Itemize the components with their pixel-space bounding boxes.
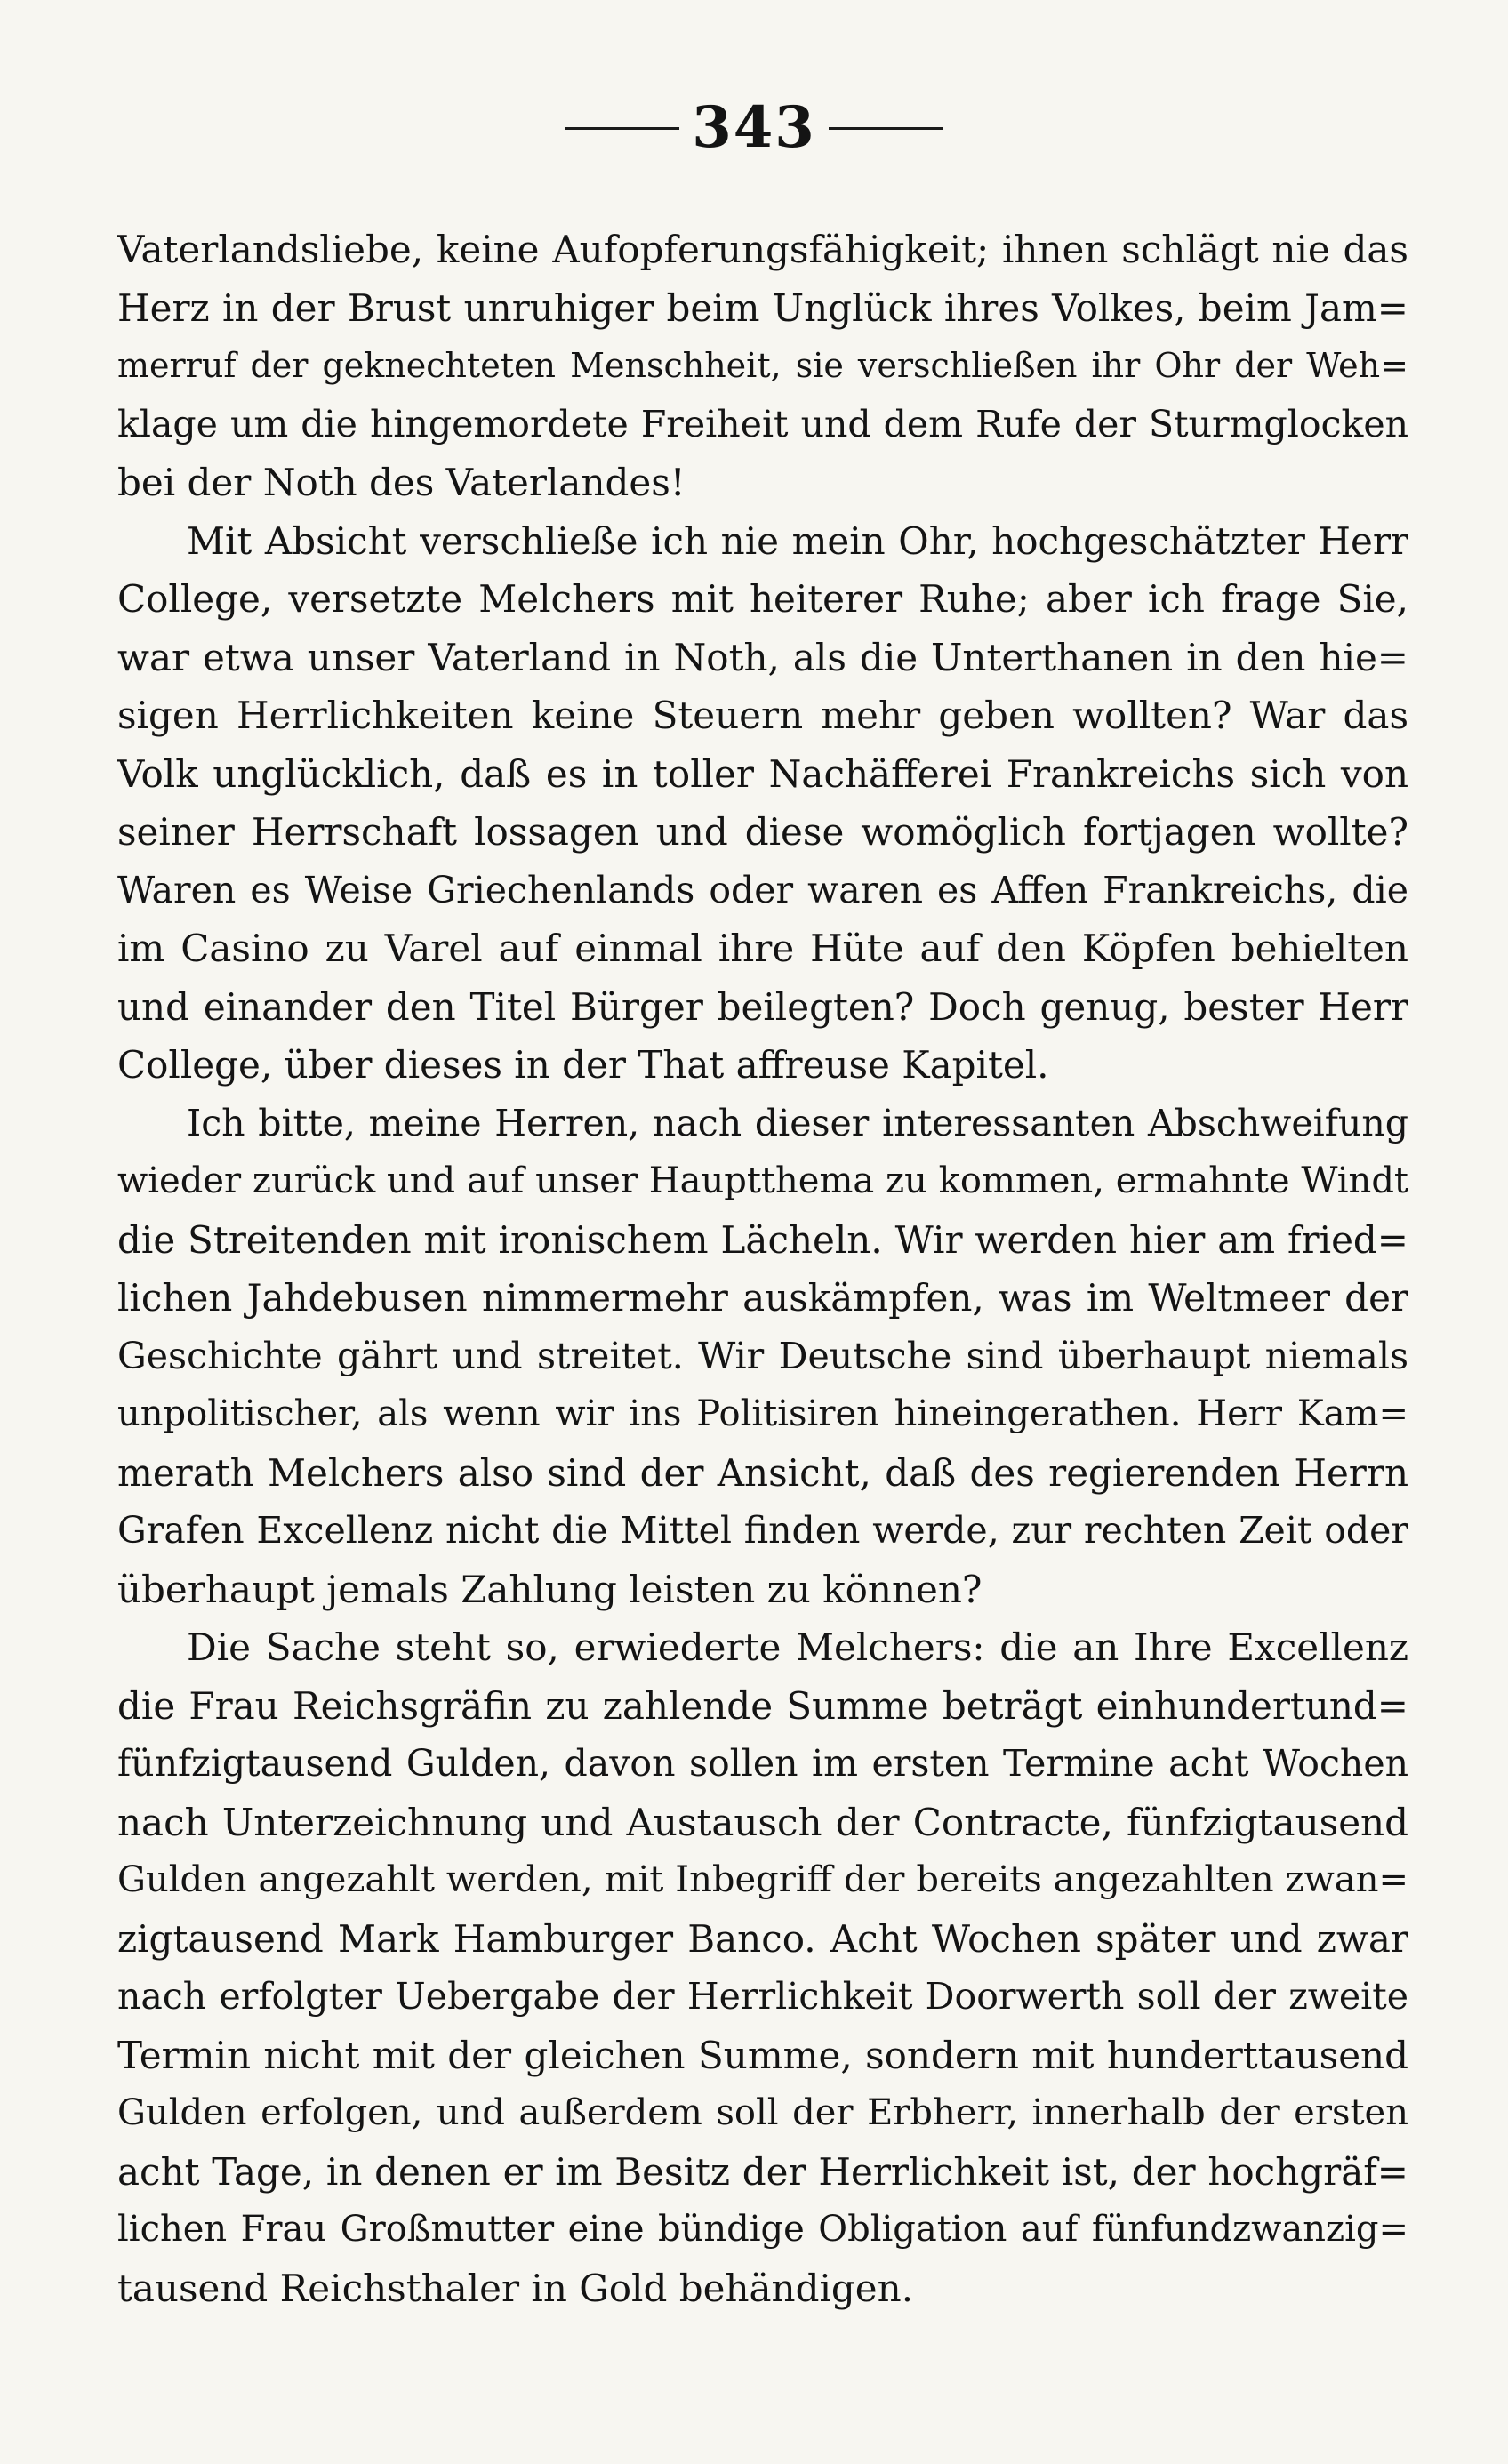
text-line: Grafen Excellenz nicht die Mittel finden werde, zur rechten Zeit oder xyxy=(117,1509,1408,1552)
text-line: Termin nicht mit der gleichen Summe, sondern mit hunderttausend xyxy=(117,2033,1408,2077)
text-line: und einander den Titel Bürger beilegten? Doch genug, bester Herr xyxy=(117,984,1408,1029)
text-line: unpolitischer, als wenn wir ins Politisiren hineingerathen. Herr Kam= xyxy=(117,1393,1408,1434)
right-rule xyxy=(829,127,942,130)
text-line: bei der Noth des Vaterlandes! xyxy=(117,461,686,504)
text-line: die Frau Reichsgräfin zu zahlende Summe beträgt einhundertund= xyxy=(117,1683,1408,1728)
text-line: Mit Absicht verschließe ich nie mein Ohr, hochgeschätzter Herr xyxy=(187,518,1408,563)
text-line: war etwa unser Vaterland in Noth, als die Unterthanen in den hie= xyxy=(117,635,1408,679)
text-line: fünfzigtausend Gulden, davon sollen im ersten Termine acht Wochen xyxy=(117,1742,1408,1785)
text-line: merruf der geknechteten Menschheit, sie verschließen ihr Ohr der Weh= xyxy=(117,346,1408,385)
text-line: tausend Reichsthaler in Gold behändigen. xyxy=(117,2266,914,2310)
text-line: Gulden erfolgen, und außerdem soll der Erbherr, innerhalb der ersten xyxy=(117,2092,1408,2133)
text-line: lichen Jahdebusen nimmermehr auskämpfen, was im Weltmeer der xyxy=(117,1276,1408,1320)
text-line: Ich bitte, meine Herren, nach dieser interessanten Abschweifung xyxy=(187,1101,1408,1144)
text-line: Waren es Weise Griechenlands oder waren es Affen Frankreichs, die xyxy=(117,868,1408,911)
text-line: nach erfolgter Uebergabe der Herrlichkeit Doorwerth soll der zweite xyxy=(117,1975,1408,2018)
text-line: klage um die hingemordete Freiheit und dem Rufe der Sturmglocken xyxy=(117,402,1408,445)
text-line: nach Unterzeichnung und Austausch der Contracte, fünfzigtausend xyxy=(117,1800,1408,1844)
text-line: Volk unglücklich, daß es in toller Nachäfferei Frankreichs sich von xyxy=(117,751,1408,796)
text-line: Die Sache steht so, erwiederte Melchers: die an Ihre Excellenz xyxy=(187,1625,1408,1669)
page-number: 343 xyxy=(692,94,816,161)
text-line: lichen Frau Großmutter eine bündige Obligation auf fünfundzwanzig= xyxy=(117,2209,1408,2250)
text-line: sigen Herrlichkeiten keine Steuern mehr geben wollten? War das xyxy=(117,694,1408,737)
page-header xyxy=(0,94,1508,161)
body-text xyxy=(117,221,1408,2317)
text-line: College, über dieses in der That affreuse Kapitel. xyxy=(117,1043,1049,1087)
text-line: Vaterlandsliebe, keine Aufopferungsfähigkeit; ihnen schlägt nie das xyxy=(117,228,1408,271)
text-line: die Streitenden mit ironischem Lächeln. Wir werden hier am fried= xyxy=(117,1217,1408,1262)
text-line: seiner Herrschaft lossagen und diese womöglich fortjagen wollte? xyxy=(117,810,1408,854)
text-line: Geschichte gährt und streitet. Wir Deutsche sind überhaupt niemals xyxy=(117,1334,1408,1377)
text-line: College, versetzte Melchers mit heiterer Ruhe; aber ich frage Sie, xyxy=(117,577,1408,621)
text-line: überhaupt jemals Zahlung leisten zu können? xyxy=(117,1567,983,1611)
left-rule xyxy=(566,127,679,130)
text-line: wieder zurück und auf unser Hauptthema zu kommen, ermahnte Windt xyxy=(117,1160,1408,1201)
text-line: im Casino zu Varel auf einmal ihre Hüte auf den Köpfen behielten xyxy=(117,927,1408,970)
text-line: acht Tage, in denen er im Besitz der Herrlichkeit ist, der hochgräf= xyxy=(117,2149,1408,2194)
text-line: merath Melchers also sind der Ansicht, daß des regierenden Herrn xyxy=(117,1450,1408,1495)
text-line: Gulden angezahlt werden, mit Inbegriff der bereits angezahlten zwan= xyxy=(117,1859,1408,1900)
text-line: Herz in der Brust unruhiger beim Unglück ihres Volkes, beim Jam= xyxy=(117,285,1408,330)
text-line: zigtausend Mark Hamburger Banco. Acht Wochen später und zwar xyxy=(117,1916,1408,1961)
